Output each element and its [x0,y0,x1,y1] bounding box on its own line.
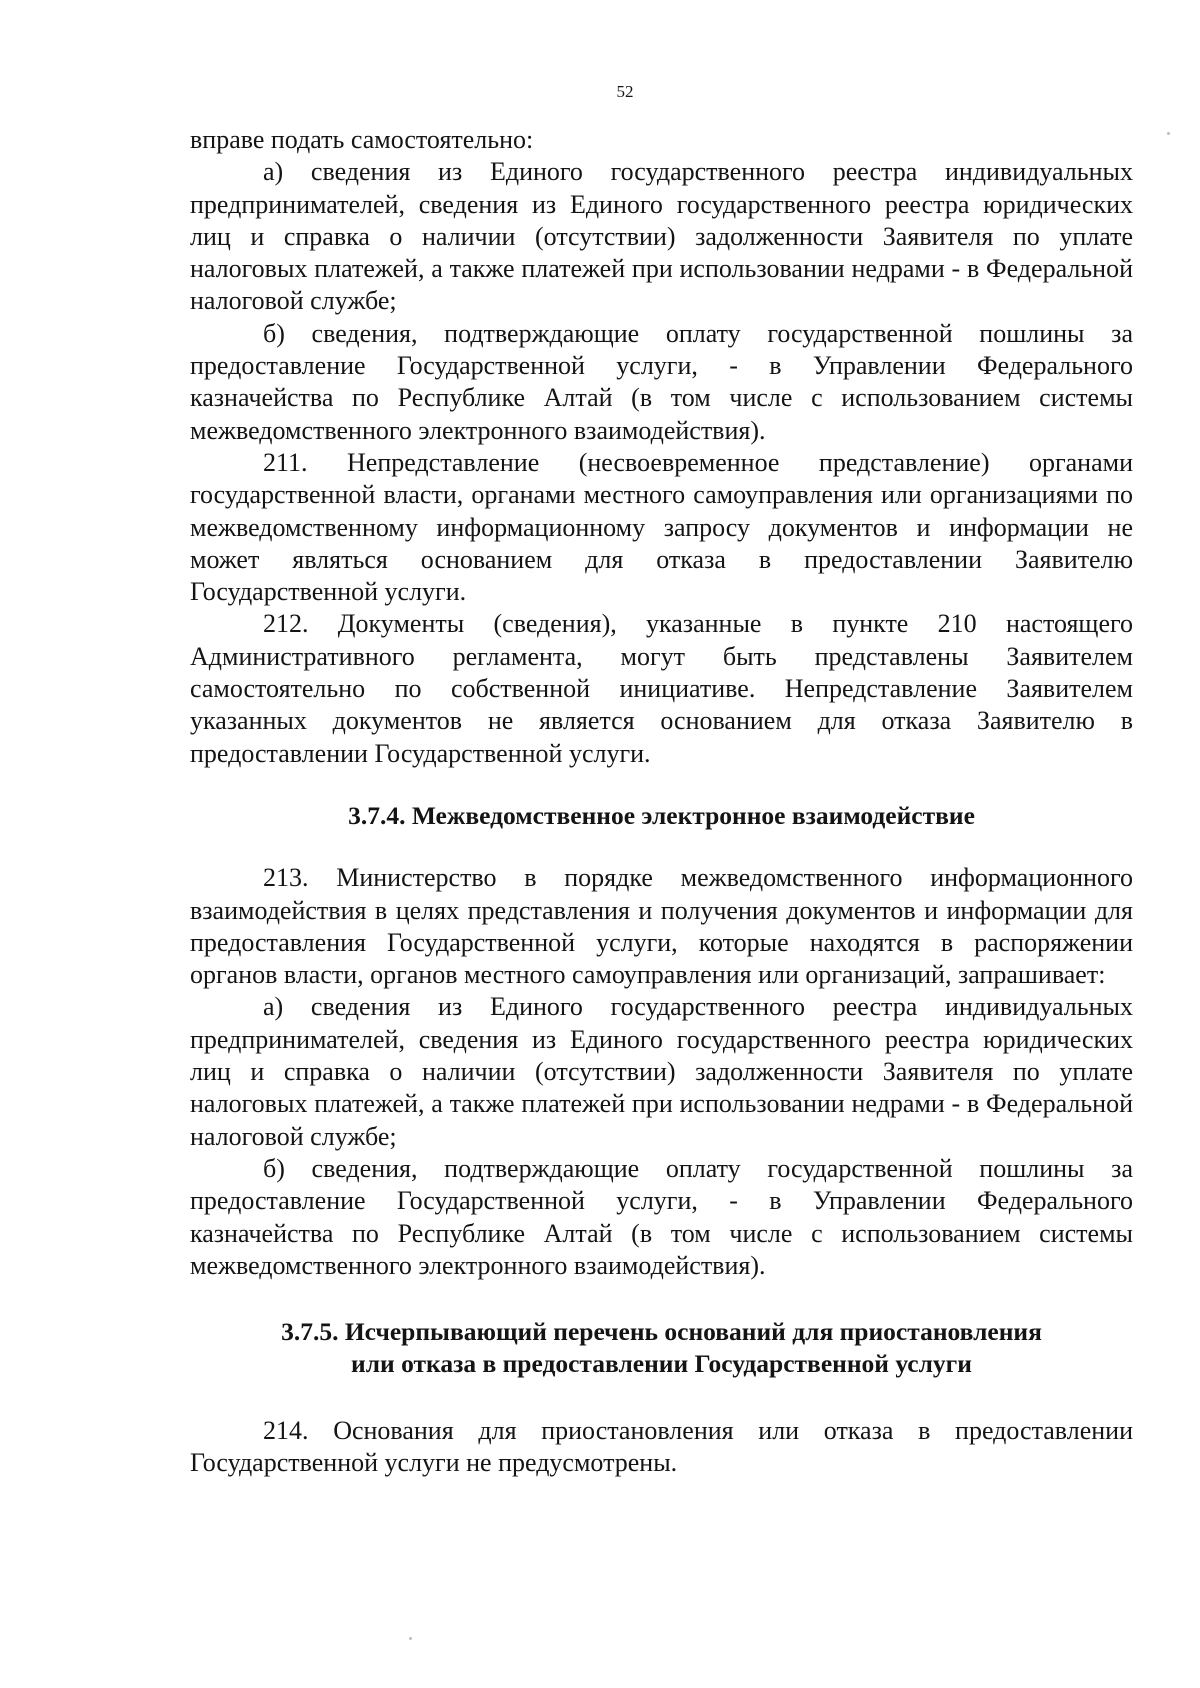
paragraph-214: 214. Основания для приостановления или отказа в предоставлении Государственной услуги не предусмотрены. [190,1415,1133,1477]
section-heading-line-2: или отказа в предоставлении Государственной услуги [351,1349,972,1379]
paragraph-item-a: а) сведения из Единого государственного реестра индивидуальных предпринимателей, сведения из Единого государственного реестра юридических лиц и справка о наличии (отсутствии) задолженности Заявителя по уплате налоговых платежей, а также платежей при использовании недрами - в Федеральной налоговой службе; [190,157,1133,316]
section-heading-line-1: 3.7.5. Исчерпывающий перечень оснований для приостановления [281,1317,1042,1347]
page-number: 52 [616,82,634,101]
paragraph-continuation: вправе подать самостоятельно: [190,125,534,154]
scan-speck [409,1637,412,1640]
document-body [190,124,1133,1479]
scan-speck [1167,132,1170,135]
paragraph-213-item-b: б) сведения, подтверждающие оплату государственной пошлины за предоставление Государственной услуги, - в Управлении Федерального казначейства по Республике Алтай (в том числе с использованием системы межведомственного электронного взаимодействия). [190,1153,1133,1280]
paragraph-211: 211. Непредставление (несвоевременное представление) органами государственной власти, органами местного самоуправления или организациями по межведомственному информационному запросу документов и информации не может являться основанием для отказа в предоставлении Заявителю Государственной услуги. [190,447,1133,607]
paragraph-212: 212. Документы (сведения), указанные в пункте 210 настоящего Административного регламента, могут быть представлены Заявителем самостоятельно по собственной инициативе. Непредставление Заявителем указанных документов не является основанием для отказа Заявителю в предоставлении Государственной услуги. [190,609,1133,768]
paragraph-213-item-a: а) сведения из Единого государственного реестра индивидуальных предпринимателей, сведения из Единого государственного реестра юридических лиц и справка о наличии (отсутствии) задолженности Заявителя по уплате налоговых платежей, а также платежей при использовании недрами - в Федеральной налоговой службе; [190,992,1133,1151]
paragraph-item-b: б) сведения, подтверждающие оплату государственной пошлины за предоставление Государственной услуги, - в Управлении Федерального казначейства по Республике Алтай (в том числе с использованием системы межведомственного электронного взаимодействия). [190,318,1133,445]
paragraph-213: 213. Министерство в порядке межведомственного информационного взаимодействия в целях представления и получения документов и информации для предоставления Государственной услуги, которые находятся в распоряжении органов власти, органов местного самоуправления или организаций, запрашивает: [190,863,1133,990]
section-heading-3-7-4: 3.7.4. Межведомственное электронное взаимодействие [348,800,975,830]
section-heading-3-7-5 [190,1316,1133,1381]
